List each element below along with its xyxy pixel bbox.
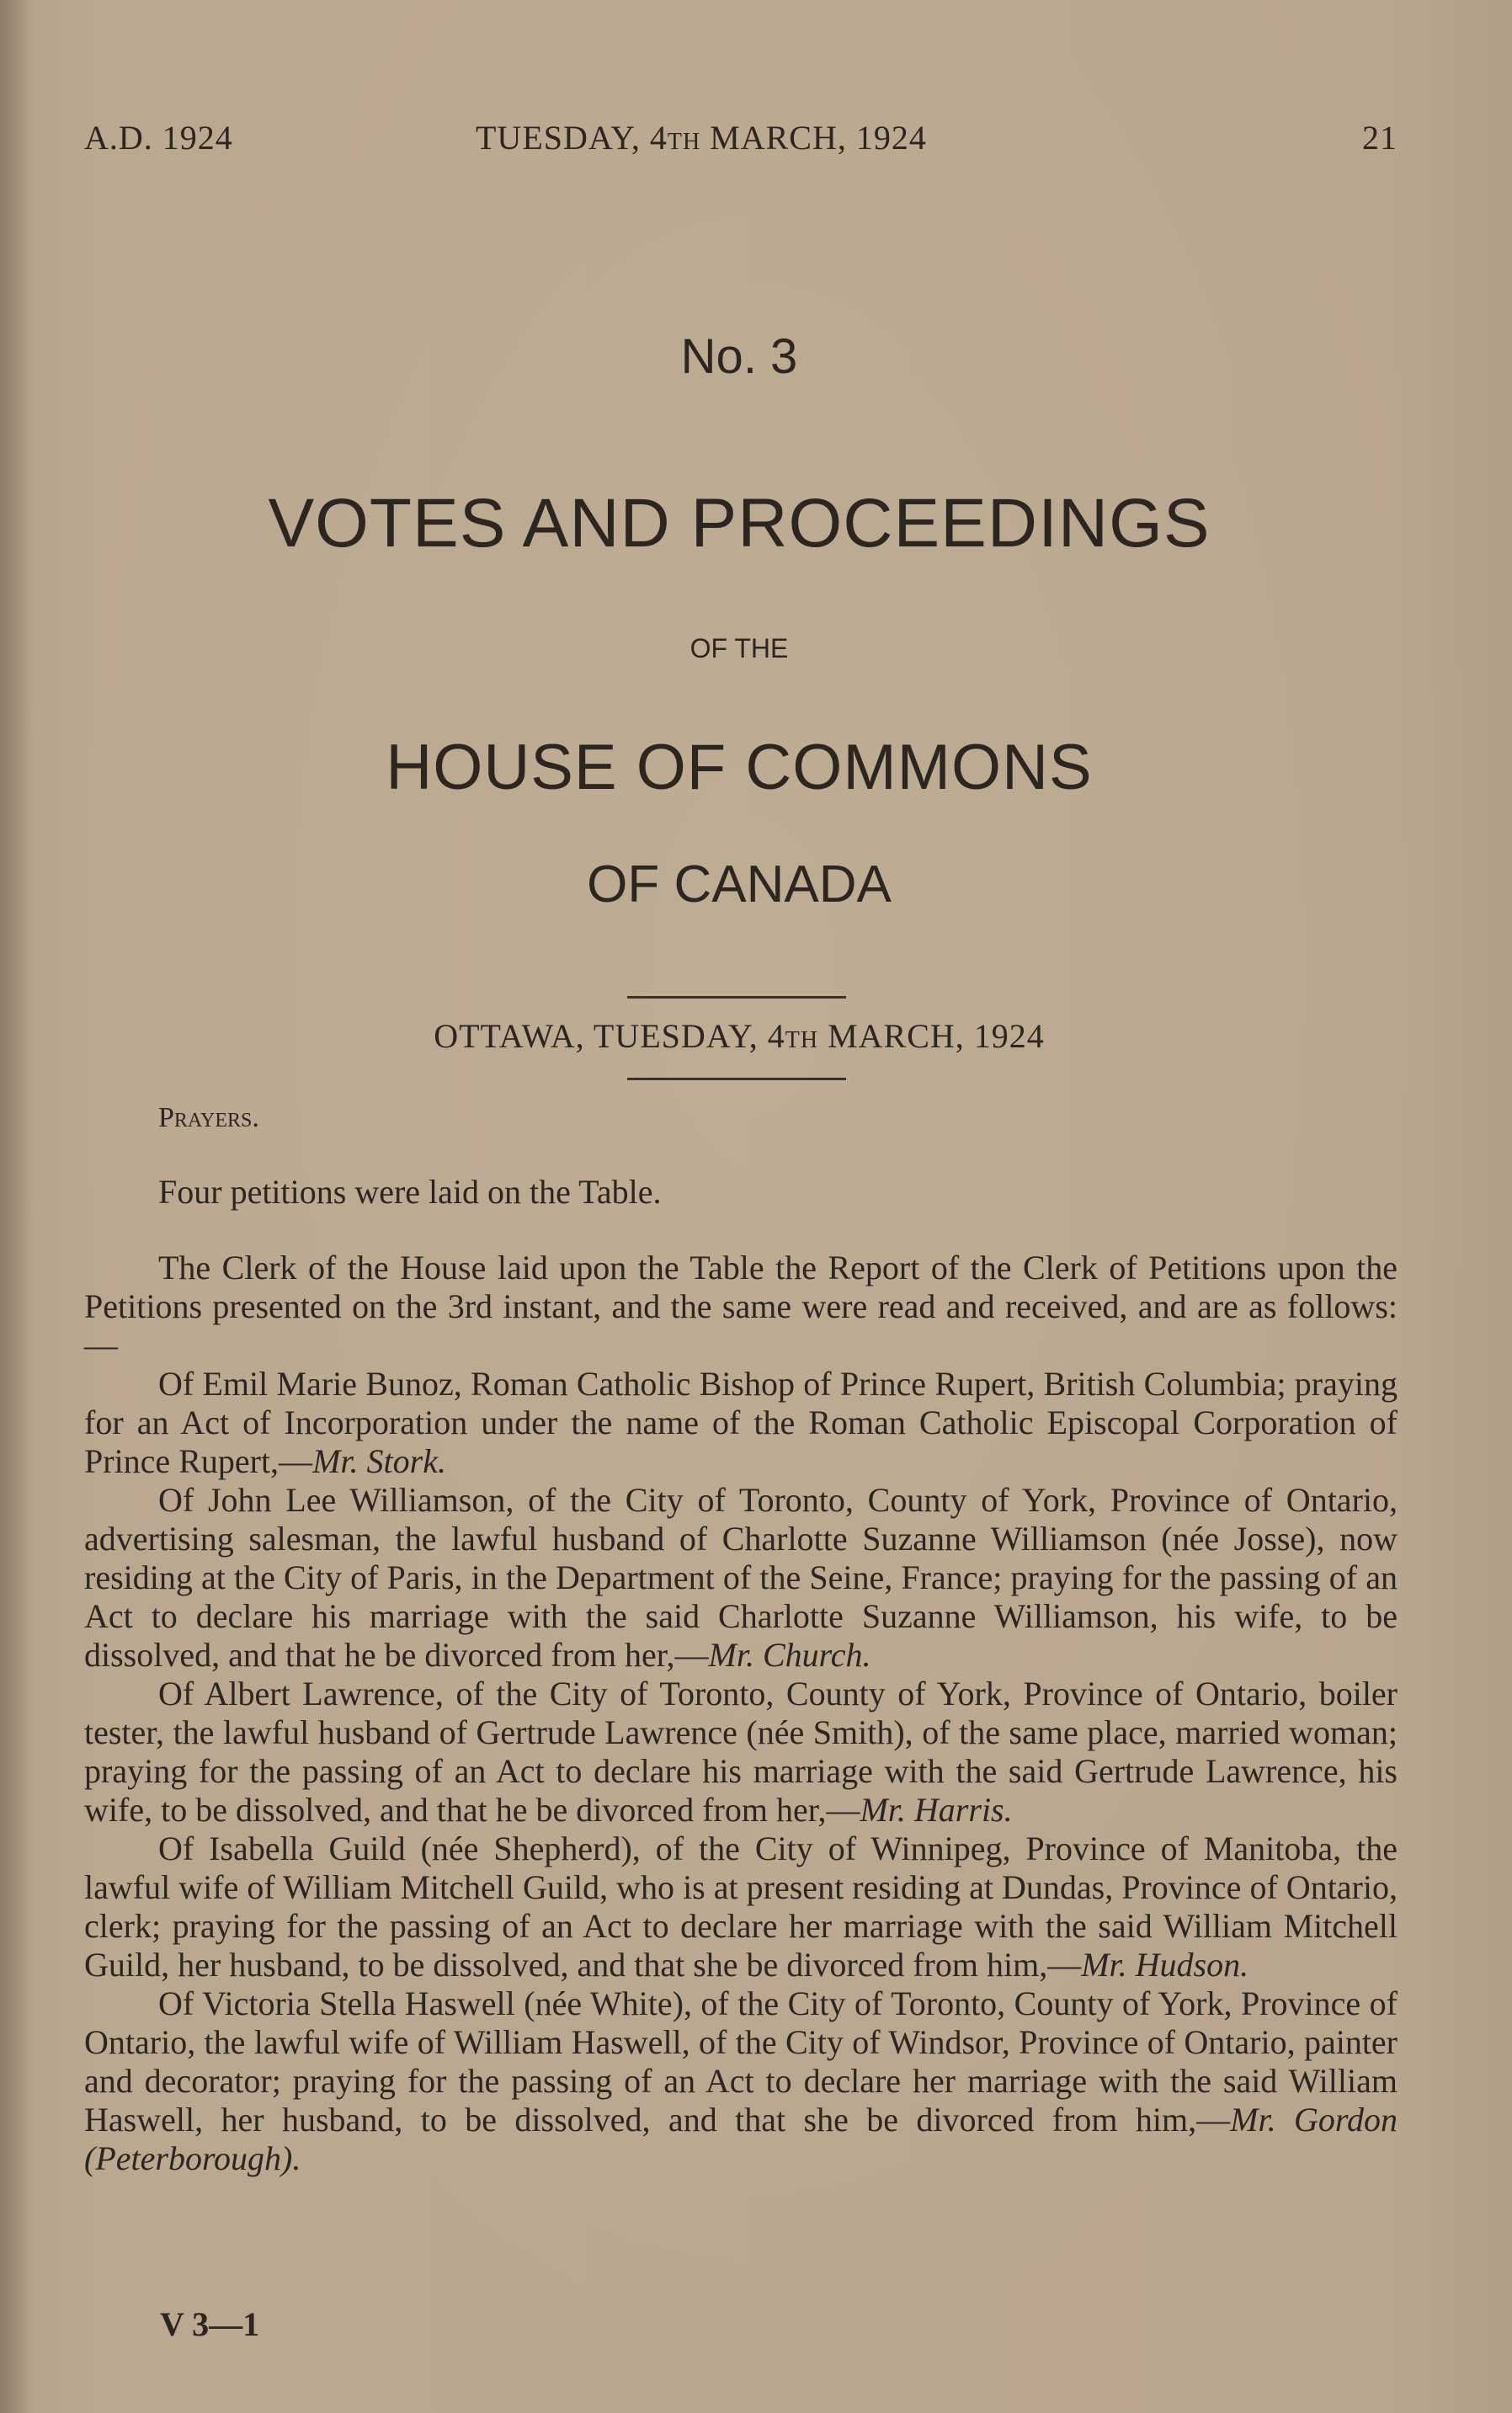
dateline: OTTAWA, TUESDAY, 4th MARCH, 1924 — [434, 1017, 1045, 1055]
mover-name: Mr. Church. — [708, 1636, 871, 1674]
petition-entry: Of Albert Lawrence, of the City of Toronto, County of York, Province of Ontario, boiler tester, the lawful husband of Gertrude Lawrence (née Smith), of the same place, married woman; praying for the passing of an Act to declare his marriage with the said Gertrude Lawrence, his wife, to be dissolved, and that he be divorced from her,—Mr. Harris. — [84, 1675, 1398, 1829]
mover-name: Mr. Gordon (Peterborough). — [84, 2101, 1398, 2177]
running-head — [84, 118, 1398, 160]
title-house-of-commons: HOUSE OF COMMONS — [386, 732, 1093, 803]
title-of-canada: OF CANADA — [587, 855, 892, 914]
running-head-date: TUESDAY, 4th MARCH, 1924 — [476, 119, 927, 157]
title-votes-and-proceedings: VOTES AND PROCEEDINGS — [268, 485, 1211, 562]
petition-entry: Of Emil Marie Bunoz, Roman Catholic Bishop of Prince Rupert, British Columbia; praying for an Act of Incorporation under the name of the Roman Catholic Episcopal Corporation of Prince Rupert,—Mr. Stork. — [84, 1365, 1398, 1480]
signature-mark: V 3—1 — [160, 2305, 260, 2343]
petitions-laid-paragraph: Four petitions were laid on the Table. — [158, 1173, 662, 1211]
petition-entry: Of John Lee Williamson, of the City of Toronto, County of York, Province of Ontario, advertising salesman, the lawful husband of Charlotte Suzanne Williamson (née Josse), now residing at the City of Paris, in the Department of the Seine, France; praying for the passing of an Act to declare his marriage with the said Charlotte Suzanne Williamson, his wife, to be dissolved, and that he be divorced from her,—Mr. Church. — [84, 1481, 1398, 1674]
prayers-heading: Prayers. — [158, 1102, 259, 1133]
mover-name: Mr. Stork. — [312, 1442, 446, 1480]
petition-entry: Of Isabella Guild (née Shepherd), of the City of Winnipeg, Province of Manitoba, the lawful wife of William Mitchell Guild, who is at present residing at Dundas, Province of Ontario, clerk; praying for the passing of an Act to declare her marriage with the said William Mitchell Guild, her husband, to be dissolved, and that she be divorced from him,—Mr. Hudson. — [84, 1830, 1398, 1984]
petition-entry: Of Victoria Stella Haswell (née White), of the City of Toronto, County of York, Province of Ontario, the lawful wife of William Haswell, of the City of Windsor, Province of Ontario, painter and decorator; praying for the passing of an Act to declare her marriage with the said William Haswell, her husband, to be dissolved, and that she be divorced from him,—Mr. Gordon (Peterborough). — [84, 1984, 1398, 2177]
petition-entries — [84, 1365, 1398, 2178]
mover-name: Mr. Harris. — [860, 1791, 1013, 1829]
mover-name: Mr. Hudson. — [1081, 1946, 1249, 1984]
divider-rule-top — [627, 996, 846, 999]
issue-number: No. 3 — [680, 329, 798, 384]
title-of-the: OF THE — [689, 633, 789, 663]
divider-rule-bottom — [627, 1078, 846, 1080]
running-head-year: A.D. 1924 — [84, 119, 233, 157]
report-intro: The Clerk of the House laid upon the Table the Report of the Clerk of Petitions upon the Petitions presented on the 3rd instant, and the same were read and received, and are as follows:— — [84, 1249, 1398, 1364]
clerk-report — [84, 1249, 1398, 2178]
page-number: 21 — [1362, 119, 1398, 157]
